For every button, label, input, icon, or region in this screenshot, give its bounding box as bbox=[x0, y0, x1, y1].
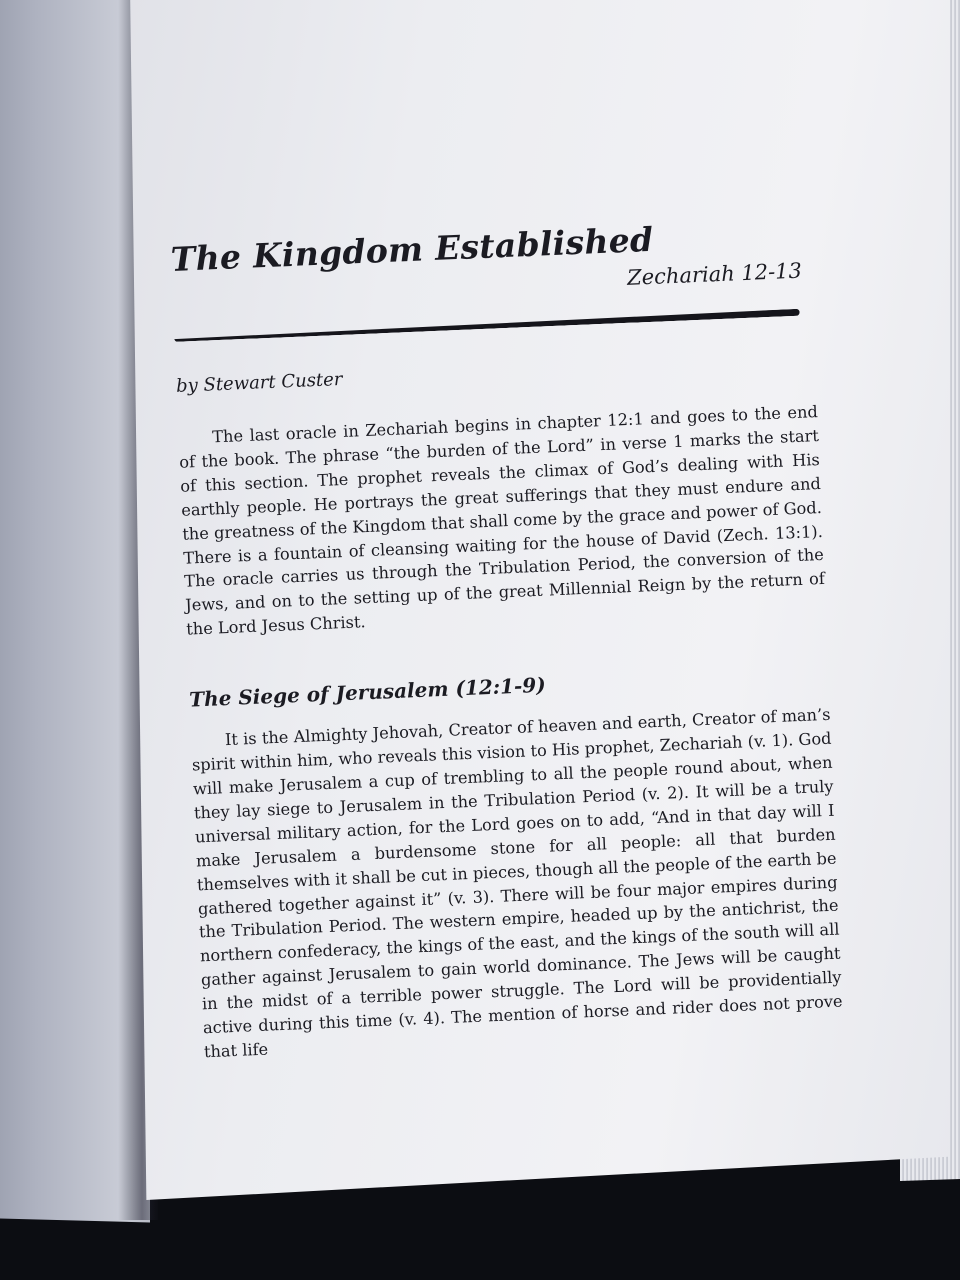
article-title: The Kingdom Established bbox=[170, 219, 655, 279]
article bbox=[170, 213, 844, 1064]
section-paragraph: It is the Almighty Jehovah, Creator of heaven and earth, Creator of man’s spirit within him, who reveals this vision to His prophet, Zechariah (v. 1). God will make Jerusalem a cup of trembling to all the people round about, when they lay siege to Jerusalem in the Tribulation Period (v. 2). It will be a truly universal military action, for the Lord goes on to add, “And in that day will I make Jerusalem a burdensome stone for all people: all that burden themselves with it shall be cut in pieces, though all the people of the earth be gathered together against it” (v. 3). There will be four major empires during the Tribulation Period. The western empire, headed up by the antichrist, the northern confederacy, the kings of the east, and the kings of the south will all gather against Jerusalem to gain world dominance. The Jews will be caught in the midst of a terrible power struggle. The Lord will be providentially active during this time (v. 4). The mention of horse and rider does not prove that life bbox=[191, 704, 843, 1062]
scripture-reference: Zechariah 12-13 bbox=[626, 258, 803, 290]
intro-paragraph: The last oracle in Zechariah begins in chapter 12:1 and goes to the end of the book. The phrase “the burden of the Lord” in verse 1 marks the start of this section. The prophet reveals the climax of God’s dealing with His earthly people. He portrays the great sufferings that they must endure and the greatness of the Kingdom that shall come by the grace and power of God. There is a fountain of cleansing waiting for the house of David (Zech. 13:1). The oracle carries us through the Tribulation Period, the conversion of the Jews, and on to the setting up of the great Millennial Reign by the return of the Lord Jesus Christ. bbox=[178, 402, 826, 639]
title-rule bbox=[174, 309, 800, 342]
author-byline: by Stewart Custer bbox=[175, 368, 343, 397]
section-heading: The Siege of Jerusalem (12:1-9) bbox=[188, 672, 547, 712]
